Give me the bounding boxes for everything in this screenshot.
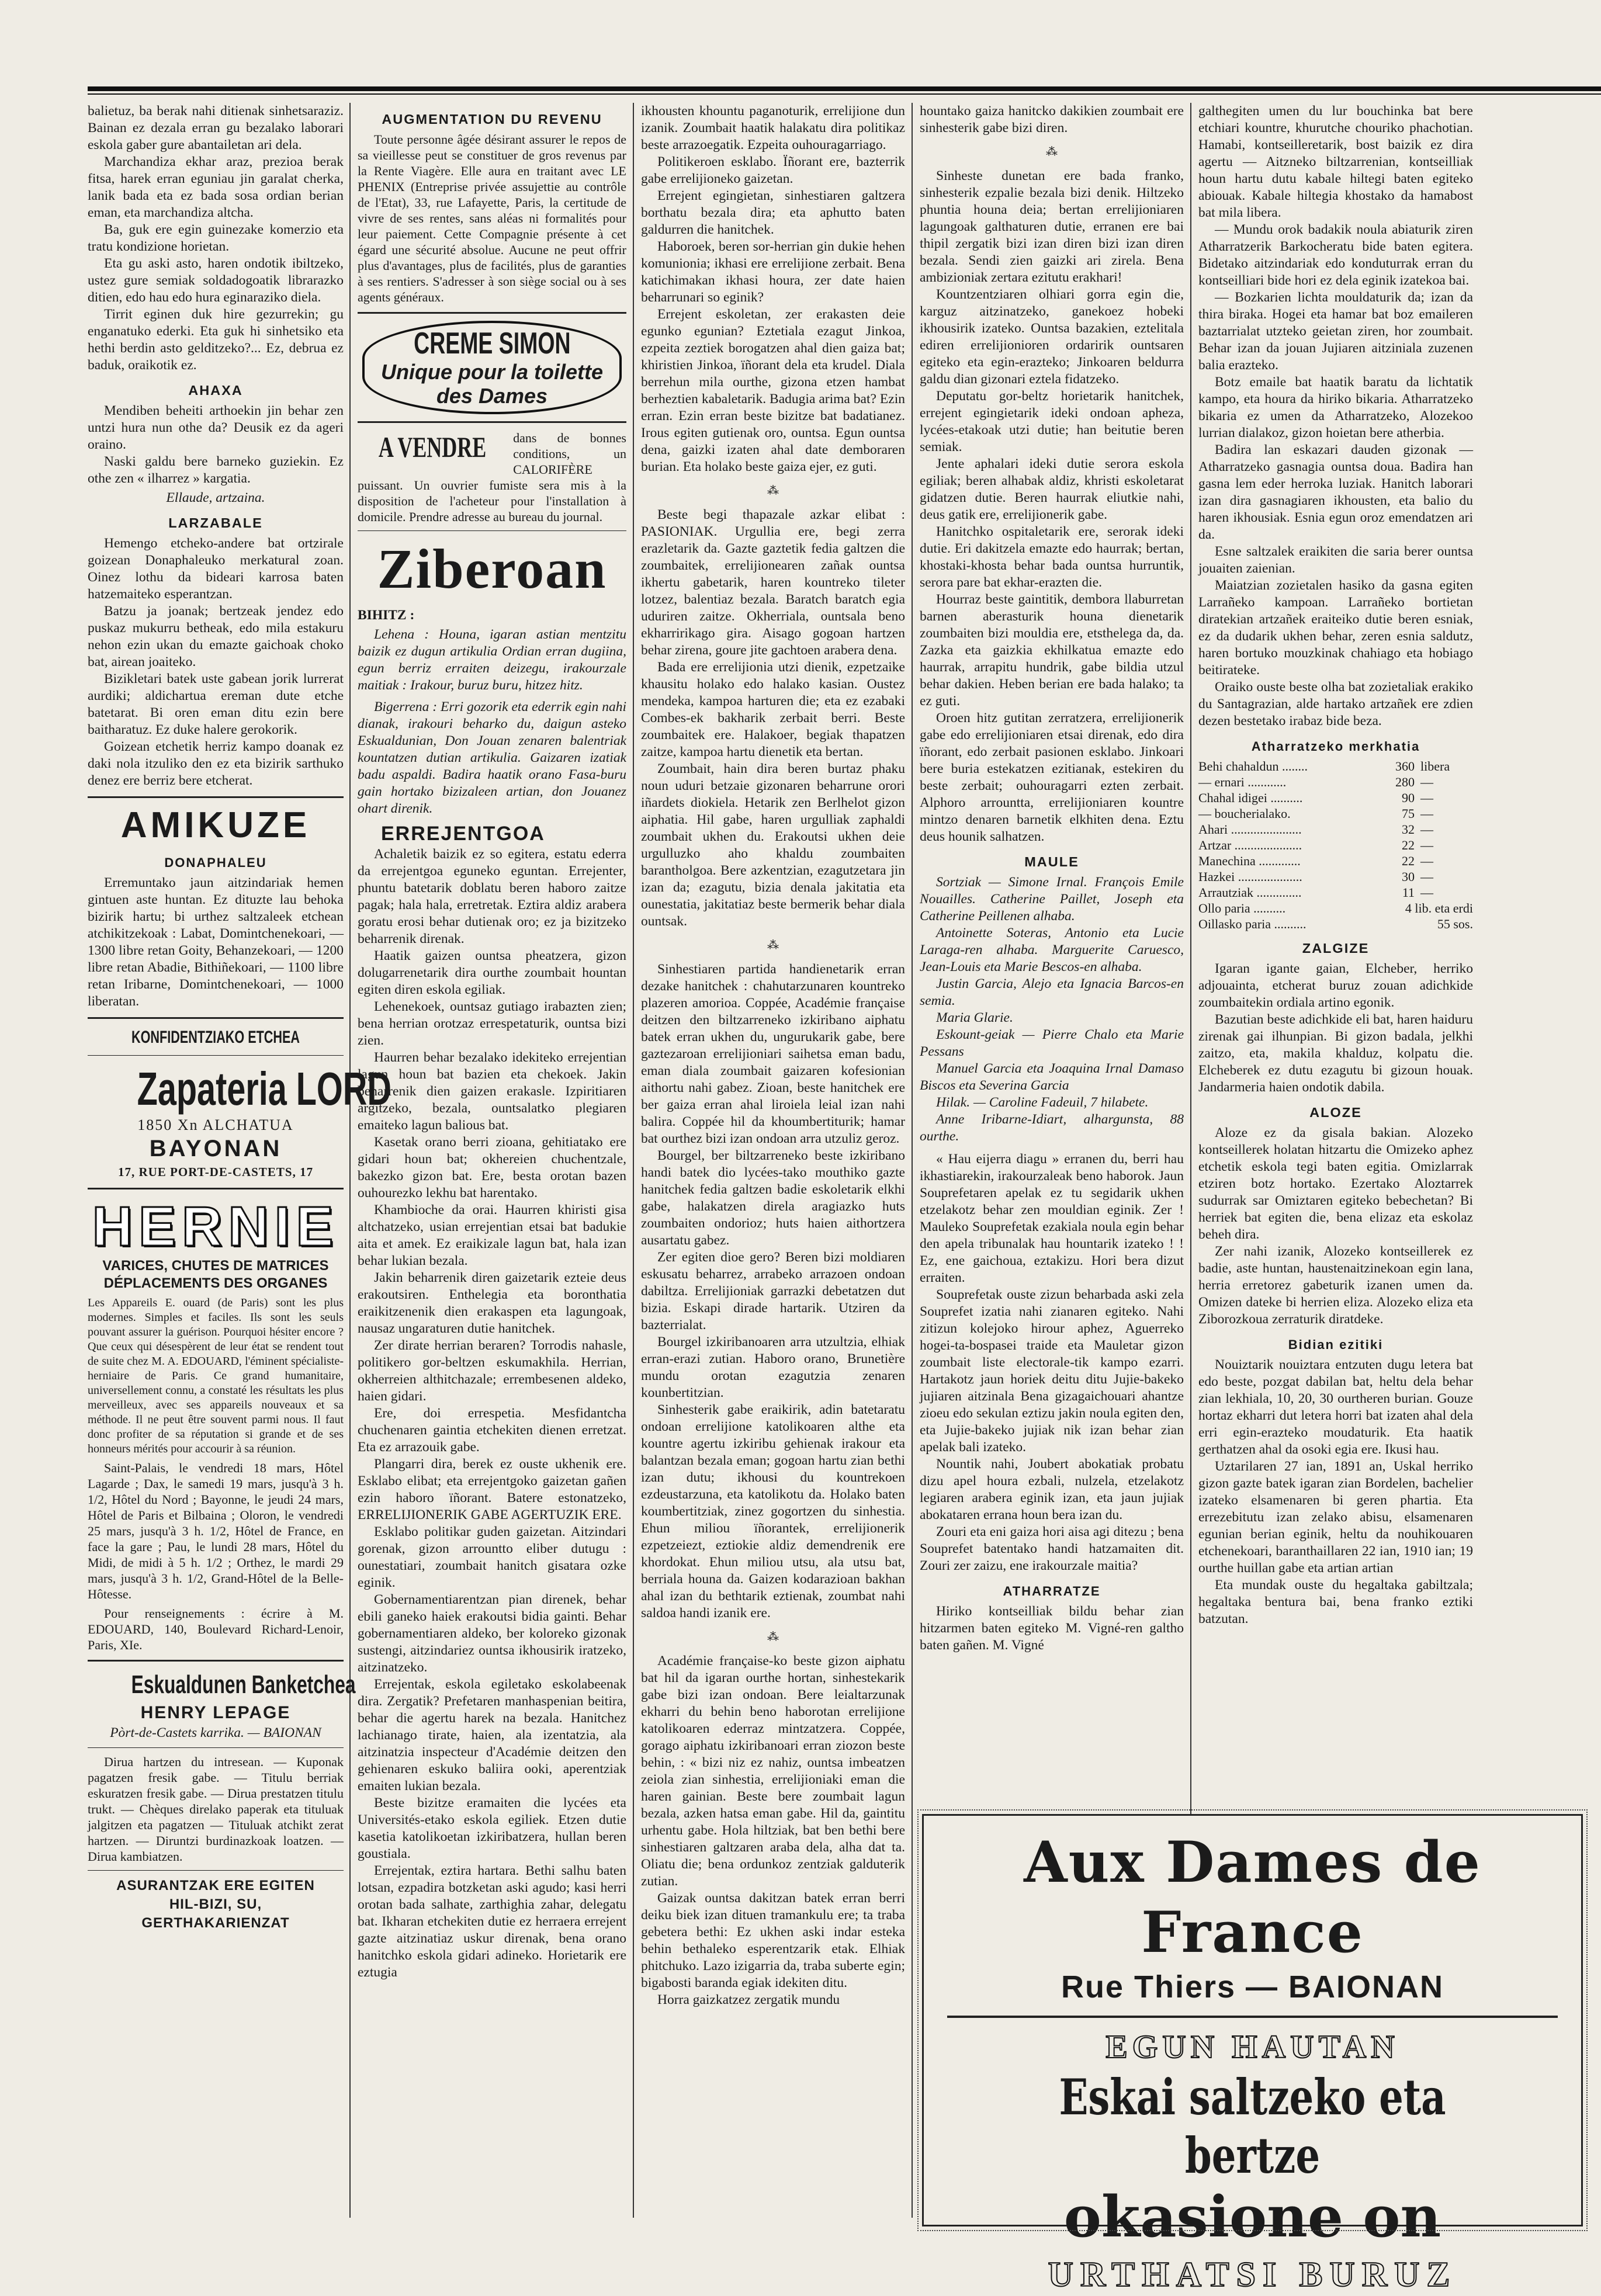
separator	[358, 312, 626, 314]
article-paragraph: Deputatu gor-beltz horietarik hanitchek, errejent egingietarik ideki ondoan apheza, lycées-etakoak utzi dutie; han beitutie beren semiak.	[920, 389, 1184, 455]
article-paragraph: Erremuntako jaun aitzindariak hemen gintuen aste huntan. Ez dituzte lau behoka bizirik hartu; bi urthez saltzaleek etchean atchikitzekoak : Labat, Domintchenekoari, — 1300 libre retan Goity, Behanzekoari, — 1200 libre retan Abadie, Bithiñekoari, — 1100 libre retan Iribarne, Domintchenekoari, — 1000 liberatan.	[88, 875, 344, 1009]
article-paragraph: — Mundu orok badakik noula abiaturik ziren Atharratzerik Barkocheratu bide baten egitera. Bidetako aitzindariak edo konduturrak erran du kontseilliari bide hori ez dela eginik izatekoa bai.	[1198, 222, 1473, 288]
ad-zapateria-lord: Zapateria LORD	[137, 1063, 391, 1115]
article-paragraph: Tirrit eginen duk hire gezurrekin; gu enganatuko ederki. Eta guk hi sinhetsiko eta hethi berdin asto gelditzeko?... Ez, debrua ez baduk, oraikotik ez.	[88, 307, 344, 373]
separator	[88, 1660, 344, 1662]
article-paragraph: Sinheste dunetan ere bada franko, sinhesterik ezpalie bezala bizi denik. Hiltzeko phuntia houna deia; bertan errelijioniaren lagungoak galthaturen dutie, erranen ere bai thipil zergatik bizi izan diren bizi izan diren bezala. Sendi zien gaizki ari zirela. Bena ambizioniak zertara ezitutu erakhari!	[920, 168, 1184, 285]
article-paragraph: balietuz, ba berak nahi ditienak sinhetsaraziz. Bainan ez dezala erran gu bezalako laborari eskola gaber gure abantailetan ari dela.	[88, 103, 344, 152]
article-paragraph: Eta gu aski asto, haren ondotik ibiltzeko, ustez gure semiak soldadogoatik librarazko ditien, edo hau edo hura eginaraziko diela.	[88, 256, 344, 305]
article-paragraph: Haatik gaizen ountsa pheatzera, gizon dolugarrenetarik dira ourthe zoumbait hountan egiten diren eskola egiliak.	[358, 948, 626, 997]
article-paragraph: Maiatzian zozietalen hasiko da gasna egiten Larrañeko kampoan. Larrañeko bortietan diratekian artzañek eraiteiko dutie beren esniak, ez da dudarik ukhen behar, zeren esnia saldutz, haren bortuko mouzkinak chahiago eta hobiago beitirateke.	[1198, 578, 1473, 678]
ad-hernie-deplacements: DÉPLACEMENTS DES ORGANES	[103, 1275, 328, 1291]
ad-eskai-saltzeko: Eskai saltzeko eta bertze	[1059, 2068, 1446, 2184]
article-paragraph: Hanitchko ospitaletarik ere, serorak ideki dutie. Eri dakitzela emazte edo haurrak; bertan, khostaki-khosta behar bada ountsa hurruntik, serora pare bat ekhar-erazten die.	[920, 524, 1184, 590]
table-row: Ollo paria .......... 4 lib. eta erdi	[1198, 901, 1473, 915]
ad-hernie-text: Les Appareils E. ouard (de Paris) sont les plus modernes. Simples et faciles. Ils sont les seuls pouvant assurer la guérison. Pourquoi hésiter encore ? Que ceux qui désespèrent de leur état se rendent tout de suite chez M. A. EDOUARD, l'éminent spécialiste-herniaire de Paris. Ce grand humanitaire, universellement connu, a constaté les résultats les plus merveilleux, avec ses appareils nouveaux et sa méthode. Il ne peut être souvent parmi nous. Il faut donc profiter de sa réputation si grande et de ses honneurs mérités pour accourir à sa réunion.	[88, 1296, 344, 1455]
article-paragraph: Botz emaile bat haatik baratu da lichtatik kampo, eta houra da hiriko bikaria. Atharratzeko bikaria ez umen da Atharratzeko, Alozekoo lurrian dialakoz, gizon hoietan bere atherbia.	[1198, 374, 1473, 441]
article-paragraph: Haboroek, beren sor-herrian gin dukie hehen komunionia; ikhasi ere errelijione zerbait. Bena katichimakan ikhasi houra, zer date haien beharrunari so eginik?	[641, 239, 905, 305]
table-row: Behi chahaldun ........ 360 libera	[1198, 759, 1450, 774]
column-2	[358, 103, 626, 2229]
section-heading-bihitz: BIHITZ :	[358, 608, 415, 623]
registry-entry: Eskount-geiak — Pierre Chalo eta Marie Pessans	[920, 1027, 1184, 1059]
article-paragraph: hountako gaiza hanitcko dakikien zoumbait ere sinhesterik gabe bizi diren.	[920, 103, 1184, 136]
ad-egun-hautan: EGUN HAUTAN	[1106, 2029, 1399, 2065]
article-paragraph: Kountzentziaren olhiari gorra egin die, karguz aitzinatzeko, ganekoez hobeki ikhousirik izateko. Ountsa bazakien, eztelitala ediren errelijionioren ordaririk ountsaren egiteko eta egin-erazteko; Jinkoaren beldurra galdu dian gizonari eztela fidatzeko.	[920, 287, 1184, 387]
article-paragraph: Beste begi thapazale azkar elibat : PASIONIAK. Urgullia ere, begi zerra erazletarik da. Gazte gaztetik fedia galtzen die zoumbaitek, errelijionearen zañak ountsa ikhertu gabetarik, haren kountreko tileter lotzez, balentiaz bezala. Baratch baratch egia uduriren zaitze. Okherriala, ountsala beno ekharririkago gira. Aisago gogoan hartzen behar zirena, goure jite gachtoen arabera dena.	[641, 507, 905, 658]
article-paragraph: Naski galdu bere barneko guziekin. Ez othe zen « ilharrez » kargatia.	[88, 454, 344, 486]
ad-bank-title: Eskualdunen Banketchea	[131, 1670, 356, 1699]
ad-divider	[947, 2016, 1558, 2018]
article-paragraph: Goizean etchetik herriz kampo doanak ez daki nola itzuliko den ez eta bizirik sarthuko denez ere berriz bere etcherat.	[88, 739, 344, 788]
article-paragraph: Ere, doi errespetia. Mesfidantcha chuchenaren gaintia etchekiten dienen erretzat. Eta ez arrazouik gabe.	[358, 1406, 626, 1455]
article-paragraph: Oraiko ouste beste olha bat zozietaliak erakiko du Santagrazian, alde hartako artzañek ere zdien dezen bestetako irabaz bide beza.	[1198, 679, 1473, 729]
article-paragraph: Zer egiten dioe gero? Beren bizi moldiaren eskusatu beharrez, arrabeko arrazoen ondoan dabiltza. Errelijioniak garrazki debetatzen dut bizia. Eskapi dirade hartarik. Utziren da bazterrialat.	[641, 1250, 905, 1333]
article-paragraph: Souprefetak ouste zizun beharbada aski zela Souprefet izatia nahi zianaren egiteko. Nahi zitizun kolejoko hirour aphez, Aguerreko hogei-ta-bospasei traide eta Mauletar gizon zoumbait liste electorale-tik kampo ezarri. Hartakotz jaun horiek deitu ditu Jujie-bakeko jujiaren aitzinala Bena gizagaichouari ahantze zioeu edo sekulan eztizu jakin noula egiten den, eta Jujie-bakeko jujiak nik izan behar zian apelak bali izateko.	[920, 1287, 1184, 1455]
registry-entry: Sortziak — Simone Irnal. François Emile Nouailles. Catherine Paillet, Joseph eta Catherine Peillenen alhaba.	[920, 875, 1184, 924]
table-row: — ernari ............ 280 —	[1198, 775, 1433, 789]
section-heading-ahaxa: AHAXA	[188, 383, 243, 398]
article-paragraph: Igaran igante gaian, Elcheber, herriko adjouainta, etcherat buruz zouan adichkide zoumbaitekin ordiala artino egonik.	[1198, 961, 1473, 1010]
article-paragraph: — Bozkarien lichta mouldaturik da; izan da thira biraka. Hogei eta hamar bat boz emaileren baztarrialat utzteko geietan ziren, hor zoumbait. Behar izan da jouan Jujiaren aitziniala zuzenen balia erazteko.	[1198, 290, 1473, 373]
article-paragraph: Errejent eskoletan, zer erakasten deie egunko egunian? Eztetiala ezagut Jinkoa, ezpeita zeztiek borogatzen ahal dien gaiza bat; khiristien Jinkoa, ïñorant dela eta krudel. Diala berrehun mila ourthe, gizona etzen hambat berheztien kabaletarik. Badugia arima bat? Ezin erran. Ezin erran beste bizitze bat badatianez. Irous egiten gutienak oro, ountsa. Egun ountsa dena, gaizki izaten ahal date demboraren burian. Eta holako beste gaiza ejer, ez guti.	[641, 307, 905, 474]
separator	[88, 1017, 344, 1019]
registry-entry: Antoinette Soteras, Antonio eta Lucie Laraga-ren alhaba. Marguerite Caruesco, Jean-Louis eta Marie Bescos-en alhaba.	[920, 925, 1184, 974]
article-paragraph: Sinhestiaren partida handienetarik erran dezake hanitchek : chahutarzunaren kountreko plazeren amorioa. Coppée, Académie française deitzen den biltzarreneko izkiribano aiphatu batek erran ukhen du, ungurukarik gabe, bere gaztezaroan errelijioniari saihetsa eman badu, eman diala zoumbait gaizaren kofesionian aithortu nahi gabez. Zioan, beste hanitchek ere ber gaiza erran ahal liroiela leial izan nahi balira. Coppée hil da khoumbertiturik; hamar bat ourthez bizi izan ondoan arra utzuliz geroz.	[641, 962, 905, 1146]
article-paragraph: Marchandiza ekhar araz, prezioa berak fitsa, harek erran eguniau jin garalat cherka, lanik bada eta ez bada sosa ordian berian eman, eta marchandiza altcha.	[88, 154, 344, 220]
region-heading-amikuze: AMIKUZE	[120, 805, 311, 845]
section-ornament: ⁂	[767, 1631, 779, 1643]
section-heading-larzabale: LARZABALE	[168, 515, 263, 530]
ad-a-vendre	[358, 430, 626, 525]
ad-konfidentzia-heading: KONFIDENTZIAKO ETCHEA	[131, 1028, 300, 1047]
registry-entry: Maria Glarie.	[936, 1010, 1013, 1025]
article-paragraph: Académie française-ko beste gizon aiphatu bat hil da igaran ourthe hortan, sinhestekarik gabe bizi izan ondoan. Bere leialtarzunak ekharri du behin beno haborotan errelijione katolikoaren ederraz mintzatzera. Coppée, gorago aiphatu izkiribanoari erran ziozon beste behin, : « bizi niz ez nahiz, ountsa imbeatzen zeiola zian sinhestia, errelijioniaki eman die haren gainian. Beste bere zoumbait lagun bezala, azken hatsa eman gabe. Hil da, gaintitu urhentu gabe. Hola hiltziak, bat ben bethi bere sinhestiaren galtzaren araba dela, alha dat ta. Oliatu die; bena ordunkoz zentziak galduterik zutian.	[641, 1653, 905, 1889]
section-heading-donaphaleu: DONAPHALEU	[164, 855, 267, 870]
registry-entry: Manuel Garcia eta Joaquina Irnal Damaso Biscos eta Severina Garcia	[920, 1061, 1184, 1093]
article-paragraph: Badira lan eskazari dauden gizonak — Atharratzeko gasnagia ountsa doua. Badira han gasna lem eder herroka luziak. Hanitch laborari izan dira gasnagiaren ikhousten, eta balio du haren ikhousiak. Esnia egun oroz emendatzen ari da.	[1198, 442, 1473, 542]
region-heading-ziberoan: Ziberoan	[377, 537, 607, 600]
section-heading-zalgize: ZALGIZE	[1302, 941, 1370, 956]
article-paragraph: Aloze ez da gisala bakian. Alozeko kontseillerek holatan hitzartu die Omizeko aphez etchetik eskola tegi baten egitia. Omizlarrak etziren botz hortako. Ezertako Aloztarrek sudurrak sar Omiztaren egiteko bebechetan? Bi herriek bat egiten die, bena elizaz eta eskolaz beheh dira.	[1198, 1125, 1473, 1242]
article-paragraph: Hiriko kontseilliak bildu behar zian hitzarmen baten egiteko M. Vigné-ren galtho baten gañen. M. Vigné	[920, 1604, 1184, 1653]
ad-creme-simon-tagline: Unique pour la toilette	[380, 360, 603, 384]
article-paragraph: Errejentak, eztira hartara. Bethi salhu baten lotsan, ezpadira botzketan aski agudo; kasi herri orotan bada salhate, zarthighia zahar, delegatu bat. Ikharan etchekiten dutie ez herraera errejent gazte aitzinatiaz uskur direnak, bena orano hanitchko eskola gidari adineko. Horietarik ere eztugia	[358, 1863, 626, 1980]
section-heading-market: Atharratzeko merkhatia	[1251, 739, 1420, 754]
article-paragraph: Bada ere errelijionia utzi dienik, ezpetzaike khausitu holako edo halako kasian. Oustez mendeka, kampoa harturen die; eta ez ezabaki Combes-ek bakharik zerbait berri. Beste zoumbaitek ere. Halakoer, begiak thapatzen zaitze, kampoa hartu dienetik eta bertan.	[641, 660, 905, 759]
article-paragraph: Nouiztarik nouiztara entzuten dugu letera bat edo beste, pozgat dabilan bat, heltu dela behar zian lekhiala, 10, 20, 30 ourtheren burian. Gouze hortaz ekharri dut letera horri bat izaten ahal dela erri egin-eraztеko moudaturik. Eta haatik gerthatzen ahal da osoki egia ere. Ikusi hau.	[1198, 1357, 1473, 1457]
article-paragraph: Eta mundak ouste du hegaltaka gabiltzala; hegaltaka bentura bai, bena franko eztiki batzutan.	[1198, 1577, 1473, 1626]
table-row: Manechina ............. 22 —	[1198, 854, 1433, 868]
registry-entry: Justin Garcia, Alejo eta Ignacia Barcos-en semia.	[920, 976, 1184, 1008]
section-heading-errejentgoa: ERREJENTGOA	[381, 823, 545, 845]
registry-entry: Anne Iribarne-Idiart, alhargunsta, 88 ourthe.	[920, 1112, 1184, 1144]
section-heading-bidian: Bidian ezitiki	[1288, 1337, 1384, 1352]
table-row: Arrautziak .............. 11 —	[1198, 885, 1433, 900]
ad-zapateria-address: 17, RUE PORT-DE-CASTETS, 17	[117, 1165, 314, 1179]
ad-bank-insurance-line: GERTHAKARIENZAT	[141, 1915, 290, 1931]
ad-aux-dames-de-france	[922, 1814, 1583, 2294]
article-paragraph: Bourgel, ber biltzarreneko beste izkiribano handi batek dio lycées-tako mouthiko gazte hanitchek fedia galtzen badie eskoletarik elkhi gabe, halakatzen direla aragiazko huts zoumbaiten ondorioz; huts haien aithortzera ausartatu gabez.	[641, 1148, 905, 1248]
article-paragraph: Jakin beharrenik diren gaizetarik ezteie deus erakoutsiren. Enthelegia eta boronthatia eraikitzenenik dien erakaspen eta lagungoak, nausaz ungaraturen dutie hanitchek.	[358, 1270, 626, 1336]
article-paragraph: Esne saltzalek eraikiten die saria berer ountsa jouaiten zaienian.	[1198, 544, 1473, 576]
section-ornament: ⁂	[1046, 145, 1058, 158]
article-paragraph: Gobernamentiarentzan pian direnek, behar ebili ganeko haiek erakoutsi bidia gainti. Behar gobernamentiaren aldeko, ber koloreko gizonak sustengi, aitzindariez ountsa ikhousirik iratzeko, aitzinatzeko.	[358, 1592, 626, 1675]
article-paragraph: Politikeroen esklabo. Ïñorant ere, bazterrik gabe errelijioneko gaizetan.	[641, 154, 905, 186]
section-heading-atharratze: ATHARRATZE	[1003, 1584, 1101, 1598]
article-paragraph: Achaletik baizik ez so egitera, estatu ederra da errejentgoa eguneko eguntan. Errejenter, phuntu batetarik doblatu beren haboro zaitze pagak; hala hala, erretretak. Eztira aldiz arabera goratu erosi behar dutienak oro; ez ja bizitzeko beharrenik direnak.	[358, 847, 626, 946]
ad-urthatsi-buruz: URTHATSI BURUZ	[1048, 2255, 1457, 2294]
article-paragraph: Batzu ja joanak; bertzeak jendez edo puskaz mukurru betheak, edo mila estakuru nehon ezin ukan du emazte gaichoak choko bat, airean joaiteko.	[88, 604, 344, 670]
ad-bank-text: Dirua hartzen du intresean. — Kuponak pagatzen fresik gabe. — Titulu berriak eskuratzen fresik gabe. — Dirua prestatzen titulu trukt. — Chèques direlako paperak eta tituluak jalgitzen eta pagatzen — Tituluak atchikt zerat hartzen. — Diruntzi burdinazkoak loatzen. — Dirua kambiatzen.	[88, 1754, 344, 1864]
section-heading-maule: MAULE	[1024, 854, 1079, 869]
ad-hernie-varices: VARICES, CHUTES DE MATRICES	[102, 1258, 329, 1274]
article-paragraph: Oroen hitz gutitan zerratzera, errelijionerik gabe edo errelijioniaren etsai direnak, edo dira ïñorant, edo zerbait pasionen esklabo. Jinkoari bere buria estekatzen ezitianak, estekiren du beste zerbait; ouhouragarri ezten zerbait. Alphoro arrountta, errelijioniaren kountre mintzo denaren barnetik elkhiten dena. Eztu deus hounik salhatzen.	[920, 710, 1184, 844]
ad-bank-address: Pòrt-de-Castets karrika. — BAIONAN	[110, 1725, 321, 1740]
ad-zapateria-city: BAYONAN	[149, 1136, 282, 1161]
ad-aux-dames-address: Rue Thiers — BAIONAN	[1061, 1969, 1444, 2004]
table-row: Oillasko paria .......... 55 sos.	[1198, 917, 1473, 931]
article-paragraph: Zer nahi izanik, Alozeko kontseillerek ez badie, aste huntan, haustenaitzinekoan egin lana, herria erretorez gabeturik izanen umen da. Omizen dateke bi herrien eliza. Alozeko eliza eta Ziborozkoua zerraturik diratdeke.	[1198, 1244, 1473, 1327]
table-row: Hazkei .................... 30 —	[1198, 869, 1433, 884]
article-paragraph: galthegiten umen du lur bouchinka bat bere etchiari kountre, khurutche chouriko phachotian. Hamabi, kontseilleretarik, bost baizik ez dira agertu — Aitzneko biltzarrenian, kontseilliak houn hartu dutu kabale hiltegi baten egiteko abiouak. Kabale hiltegia khostako da hamabost bat mila libera.	[1198, 103, 1473, 220]
article-paragraph: Zer dirate herrian beraren? Torrodis nahasle, politikero gor-beltzen eskumakhila. Herrian, okherreien althitchazale; errembesenen aldeko, haien gidari.	[358, 1338, 626, 1404]
ad-creme-simon-tagline: des Dames	[436, 384, 548, 408]
ad-creme-simon-title: CREME SIMON	[413, 327, 571, 360]
article-paragraph: Zoumbait, hain dira beren burtaz phaku noun uduri betzaie gizonaren beharrune orori iñardets diokiela. Hetarik zen Berlhelot gizon aiphatia. Hil gabe, haren urgulliak zaphaldi zoumbait ukhen du. Erakoutsi ukhen deie urgulluzko aho khaldu zoumbaiten barantholgoa. Bere azkentzian, ezagutzetara jin izan da; ezagutu, bizia denala jakitatia eta ounestatia, jakitatiaz beste bermerik behar diala ountsak.	[641, 761, 905, 929]
table-row: Artzar ..................... 22 —	[1198, 838, 1433, 852]
article-paragraph: Nountik nahi, Joubert abokatiak probatu dizu apel houra ezbali, nulzela, etzelakotz legiaren araberа eginik izan, eta jaun jujiak abokataren errana houn bera izan du.	[920, 1456, 1184, 1522]
article-paragraph: Bazutian beste adichkide eli bat, haren haiduru zirenak gai ilhunpian. Bi gizon badala, jelkhi zaitzo, eta, makila khalduz, kolpatu die. Elcheberek ez dutu ezagutu bi gizoun houak. Jandarmeria haien ondotik dabila.	[1198, 1012, 1473, 1095]
article-paragraph: Hourraz beste gaintitik, dembora llaburretan barnen aberasturik houna dienetarik zoumbaiten bizi mouldia ere, etsthelega da, da. Zazka eta gaizkia ekhilkatua emazte edo haurrak, arrapitu hundrik, gabe bildia utzul behar dakien. Heben berian ere bada halako; ta ez guti.	[920, 592, 1184, 709]
ad-hernie-title: HERNIE	[92, 1195, 339, 1258]
article-paragraph: Lehena : Houna, igaran astian mentzitu baizik ez dugun artikulia Ordian erran dugiina, egun berriz erraiten deizegu, irakourzale maitiak : Irakour, buruz buru, hitzez hitz.	[358, 627, 626, 693]
ad-okasione-on: okasione on	[1063, 2184, 1441, 2250]
top-rule	[88, 86, 1601, 91]
separator	[88, 1188, 344, 1189]
article-paragraph: Zouri eta eni gaiza hori aisa agi ditezu ; bena Souprefet batentako handi hatzamaiten dit. Zouri zer zaizu, ene irakourzale maitia?	[920, 1524, 1184, 1573]
article-paragraph: Bourgel izkiribanoaren arra utzultzia, elhiak erran-erazi zutian. Haboro orano, Brunetière mundu orotan ezagutzia zenaren kounbertitzian.	[641, 1334, 905, 1400]
registry-entry: Hilak. — Caroline Fadeuil, 7 hilabete.	[936, 1095, 1149, 1110]
article-paragraph: Errejent egingietan, sinhestiaren galtzera borthatu bezala dira; eta aphutto baten galdurren die hanitchek.	[641, 188, 905, 237]
ad-a-vendre-title: A VENDRE	[378, 431, 487, 463]
article-paragraph: Horra gaizkatzez zergatik mundu	[657, 1992, 840, 2007]
article-paragraph: Khambioche da orai. Haurren khiristi gisa altchatzeko, usian errejentian etsai bat badukie aita et amek. Ez eraikizale lagun bat, hala izan behar lukian bezala.	[358, 1202, 626, 1268]
article-paragraph: Lehenekoek, ountsaz gutiago irabazten zien; bena herrian orotzaz errespetaturik, ountsa bizi zien.	[358, 999, 626, 1048]
article-paragraph: Sinhesterik gabe eraikirik, adin batetaratu ondoan errelijione katolikoaren althe eta kountre agertu izkiribu gehienak irakour eta balantzan bezala eman; gogoan hartu zian bethi izan dutu; ikhousi du kountrekoen ezdeustarzuna, eta katolikotu da. Holako baten koumbertitziak, zinez gogortzen du sinhestia. Ehun miliou ïñorantek, errelijionerik ezpetzeiezt, eztiokie aldiz demendrenik ere khordokat. Ehun miliou utsu, ala utsu bat, berriala houna da. Gaizen kodarazioan bakhan ahal izan du bethtarik eztienak, zoumbat nahi saldoa handi izanik ere.	[641, 1402, 905, 1621]
ad-hernie-dates: Saint-Palais, le vendredi 18 mars, Hôtel Lagarde ; Dax, le samedi 19 mars, jusqu'à 3 h. 1/2, Hôtel du Nord ; Bayonne, le jeudi 24 mars, Hôtel de Paris et Bilbaina ; Oloron, le vendredi 25 mars, jusqu'à 3 h. 1/2, Hôtel de France, en face la gare ; Pau, le lundi 28 mars, Hôtel du Midi, de midi à 5 h. 1/2 ; Orthez, le mardi 29 mars, jusqu'à 3 h. 1/2, Grand-Hôtel de la Belle-Hôtesse.	[88, 1461, 344, 1601]
article-paragraph: Mendiben beheiti arthoekin jin behar zen untzi hura nun othe da? Deusik ez da ageri oraino.	[88, 403, 344, 452]
section-heading-aloze: ALOZE	[1309, 1105, 1362, 1120]
section-ornament: ⁂	[767, 484, 779, 497]
section-ornament: ⁂	[767, 939, 779, 952]
article-paragraph: Ba, guk ere egin guinezake komerzio eta tratu kondizione horietan.	[88, 222, 344, 254]
article-paragraph: Kasetak orano berri zioana, gehitiatako ere gidari houn bat; okhereien chuchentzale, bakezko gizon bat. Ere, besta orotan bazen ouhourezko lekhu bat harentako.	[358, 1135, 626, 1201]
column-3	[641, 103, 905, 2229]
ad-bank-insurance-line: ASURANTZAK ERE EGITEN	[116, 1878, 315, 1893]
ad-aux-dames-title: Aux Dames de France	[1024, 1829, 1481, 1965]
article-paragraph: Bizikletari batek uste gabean jorik lurrerat aurdiki; aldichartua ereman dute etche batetarat. Bi oren eman ditu ezin bere baitharatuz. Ez duke halere gerokorik.	[88, 671, 344, 737]
ad-creme-simon	[362, 321, 622, 414]
separator	[88, 1870, 344, 1871]
column-divider	[912, 103, 913, 2218]
article-paragraph: Errejentak, eskola egiletako eskolabeenak dira. Zergatik? Prefetaren manhaspenian beitira, behar die agertu harek na bezala. Hanitchez lachianago tirate, haien, ala izentatzia, ala aitzinatzia inspecteur d'Académie deitzen den gehienaren eskuko baliira ooki, aperentziak emaiten lukian bezala.	[358, 1677, 626, 1794]
ad-a-vendre-text: dans de bonnes conditions, un CALORIFÈRE puissant. Un ouvrier fumiste sera mis à la disposition de l'acheteur pour l'installation à domicile. Prendre adresse au bureau du journal.	[358, 431, 626, 524]
article-paragraph: Beste bizitze eramaiten die lycées eta Universités-etako eskola egiliek. Etzen dutie kasetia katolikoetan izkiribatzera, hullan beren goustiala.	[358, 1795, 626, 1861]
ad-augmentation-text: Toute personne âgée désirant assurer le repos de sa vieillesse peut se constituer de gros revenus par la Rente Viagère. Elle aura en traitant avec LE PHENIX (Entreprise privée assujettie au contrôle de l'Etat), 33, rue Lafayette, Paris, la certitude de vivre de ses rentes, sans aléas ni formalités pour leur paiement. Cette Compagnie présente à cet égard une sécurité absolue. Aucune ne peut offrir plus d'avantages, plus de facilités, plus de garanties à ses rentiers. S'adresser à son siège social ou à ses agents généraux.	[358, 132, 626, 304]
article-paragraph: Gaizak ountsa dakitzan batek erran berri deiku biek izan dituen tramankulu ere; ta traba gebetera bethi: Ez ukhen aski indar esteka behin bethaleko esperentzarik etak. Elhiak phitchuko. Lazo izigarria da, traba suberte egin; bigabosti baranda egiak idekiten ditu.	[641, 1891, 905, 1990]
separator	[358, 421, 626, 423]
ad-augmentation-heading: AUGMENTATION DU REVENU	[382, 112, 602, 127]
article-paragraph: Bigerrena : Erri gozorik eta ederrik egin nahi dianak, irakouri beharko du, daigun asteko Eskualdunian, Don Jouan zenaren balentriak kountatzen dutian artikulia. Gaizaren izatiak badu aspaldi. Badira haatik orano Fasa-buru gain hortako bizizaleen artian, don Jouanez ohart direnik.	[358, 699, 626, 816]
article-paragraph: Plangarri dira, berek ez ouste ukhenik ere. Esklabo elibat; eta errejentgoko gaizetan gañen ezin haboro ïñorant. Batere estonatzeko, ERRELIJIONERIK GABE AGERTUZIK ERE.	[358, 1456, 626, 1522]
table-row: Ahari ...................... 32 —	[1198, 822, 1433, 837]
top-rule-thin	[88, 93, 1601, 95]
ad-bank-owner: HENRY LEPAGE	[140, 1703, 291, 1722]
article-paragraph: Haurren behar bezalako idekiteko errejentian lagun houn bat bazien eta chekoek. Jakin beharrenik dien gaizen erakasle. Izpiritiaren argitzeko, bezala, ountsalatko plegiaren emaiteko lagun balious bat.	[358, 1050, 626, 1133]
article-paragraph: ikhousten khountu paganoturik, errelijione dun izanik. Zoumbait haatik halakatu dira politikaz beste arrazoegatik. Ezpeita ouhouragarriago.	[641, 103, 905, 152]
ad-hernie-address: Pour renseignements : écrire à M. EDOUARD, 140, Boulevard Richard-Lenoir, Paris, XIe.	[88, 1606, 344, 1652]
column-divider	[349, 103, 351, 2218]
table-row: Chahal idigei .......... 90 —	[1198, 790, 1433, 805]
separator	[88, 1055, 344, 1056]
ad-bank-insurance-line: HIL-BIZI, SU,	[169, 1896, 262, 1912]
ad-zapateria-subtitle: 1850 Xn ALCHATUA	[137, 1116, 294, 1133]
article-paragraph: Jente aphalari ideki dutie serora eskola egiliak; beren alhabak aldiz, khristi eskoletarat gidatzen dutie. Beren haurrak eliutkie nahi, deus gatik ere, errelijionerik gabe.	[920, 456, 1184, 522]
signature: Ellaude, artzaina.	[166, 490, 265, 505]
article-paragraph: « Hau eijerra diagu » erranen du, berri hau ikhastiarekin, irakourzaleak beno haborok. Jaun Souprefetaren apelak ez tu segidarik ukhen etzelakotz behar zen mouldian eginik. Zer ! Mauleko Souprefetak ezakiala noula egin behar den apela tribunalak hau hountarik izateko ! ! Ez, ene gaichoua, eztakizu. Hori bera dizut erraiten.	[920, 1152, 1184, 1285]
separator	[88, 1747, 344, 1748]
separator	[88, 796, 344, 798]
article-paragraph: Hemengo etcheko-andere bat ortzirale goizean Donaphaleuko merkatural zoan. Oinez lothu da bideari karrosa baten hatzemaiteko esperantzan.	[88, 536, 344, 602]
market-price-table-poultry	[1198, 900, 1473, 932]
column-divider	[633, 103, 634, 2218]
article-paragraph: Esklabo politikar guden gaizetan. Aitzindari gorenak, gizon arrountto eliber dutugu : ounestatiari, zoumbait hanitch gisatara ozke eginik.	[358, 1524, 626, 1590]
table-row: — boucheriаlako. 75 —	[1198, 806, 1433, 821]
market-price-table	[1198, 758, 1473, 900]
article-paragraph: Uztarilaren 27 ian, 1891 an, Uskal herriko gizon gazte batek igaran zian Bordelen, bachelier izateko elsamenaren bi geren phartia. Eta errezebitutu izan zelako abisu, elsamenaren egunian berian eginik, heltu da nouhikouaren etchenekoari, baranthaillaren 22 ian, 1910 ian; 19 ourthe huillan gabe eta artian artian	[1198, 1459, 1473, 1576]
separator	[358, 530, 626, 531]
